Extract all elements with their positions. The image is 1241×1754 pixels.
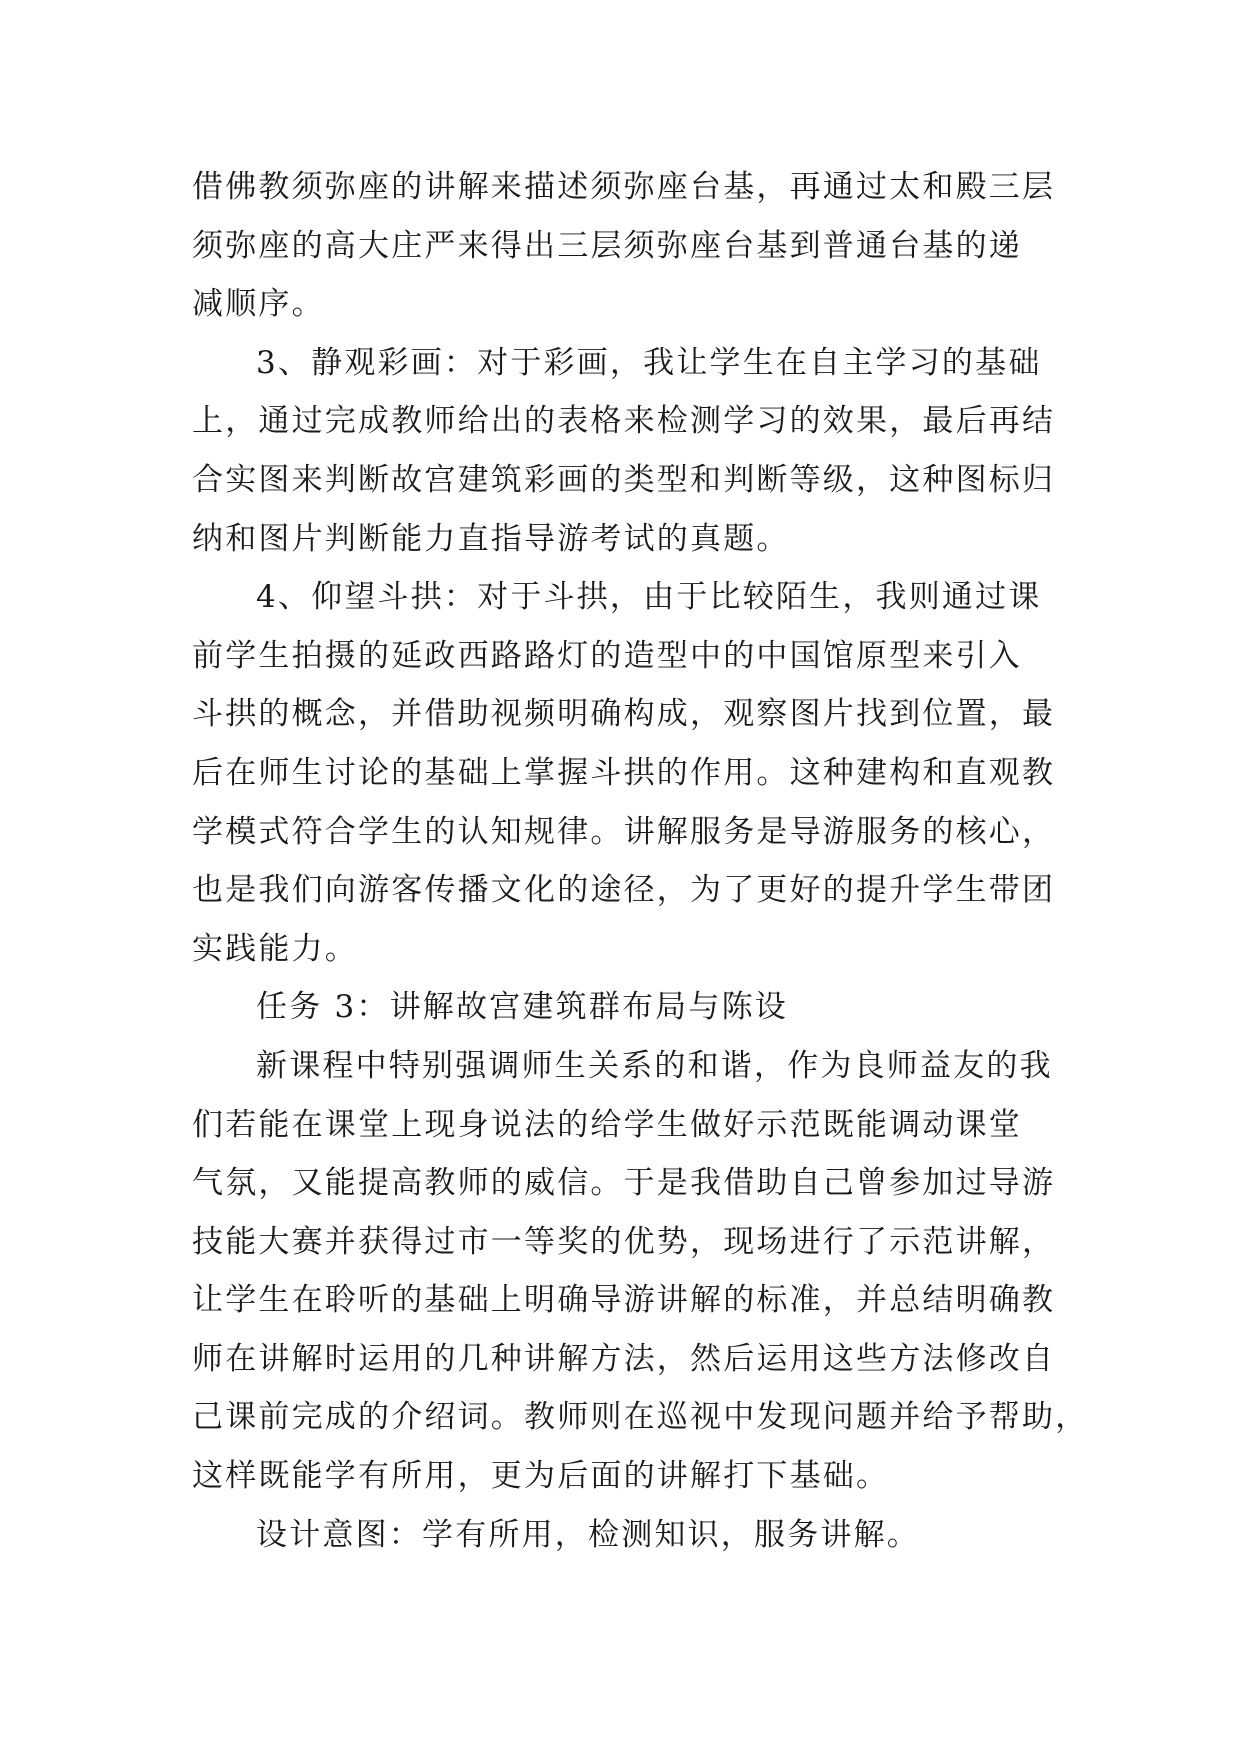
document-body xyxy=(192,158,1089,1564)
paragraph-start-line: 新课程中特别强调师生关系的和谐，作为良师益友的我 xyxy=(256,1047,1053,1084)
text-line: 减顺序。 xyxy=(192,286,325,323)
text-line: 气氛，又能提高教师的威信。于是我借助自己曾参加过导游 xyxy=(192,1165,1056,1202)
text-line: 们若能在课堂上现身说法的给学生做好示范既能调动课堂 xyxy=(192,1106,1022,1143)
text-line: 也是我们向游客传播文化的途径，为了更好的提升学生带团 xyxy=(192,872,1056,909)
design-intent-line: 设计意图：学有所用，检测知识，服务讲解。 xyxy=(256,1516,920,1553)
paragraph-start-line: 4、仰望斗拱：对于斗拱，由于比较陌生，我则通过课 xyxy=(256,579,1042,616)
text-line: 合实图来判断故宫建筑彩画的类型和判断等级，这种图标归 xyxy=(192,461,1056,498)
text-line: 须弥座的高大庄严来得出三层须弥座台基到普通台基的递 xyxy=(192,227,1022,264)
text-line: 实践能力。 xyxy=(192,930,358,967)
text-line: 学模式符合学生的认知规律。讲解服务是导游服务的核心， xyxy=(192,813,1056,850)
text-line: 己课前完成的介绍词。教师则在巡视中发现问题并给予帮助， xyxy=(192,1399,1089,1436)
text-line: 前学生拍摄的延政西路路灯的造型中的中国馆原型来引入 xyxy=(192,637,1022,674)
text-line: 斗拱的概念，并借助视频明确构成，观察图片找到位置，最 xyxy=(192,696,1056,733)
text-line: 纳和图片判断能力直指导游考试的真题。 xyxy=(192,520,790,557)
text-line: 后在师生讨论的基础上掌握斗拱的作用。这种建构和直观教 xyxy=(192,754,1056,791)
task-heading: 任务 3：讲解故宫建筑群布局与陈设 xyxy=(256,989,788,1026)
text-line: 技能大赛并获得过市一等奖的优势，现场进行了示范讲解， xyxy=(192,1223,1056,1260)
text-line: 让学生在聆听的基础上明确导游讲解的标准，并总结明确教 xyxy=(192,1282,1056,1319)
text-line: 这样既能学有所用，更为后面的讲解打下基础。 xyxy=(192,1458,890,1495)
text-line: 上，通过完成教师给出的表格来检测学习的效果，最后再结 xyxy=(192,403,1056,440)
paragraph-start-line: 3、静观彩画：对于彩画，我让学生在自主学习的基础 xyxy=(256,344,1042,381)
text-line: 师在讲解时运用的几种讲解方法，然后运用这些方法修改自 xyxy=(192,1340,1056,1377)
text-line: 借佛教须弥座的讲解来描述须弥座台基，再通过太和殿三层 xyxy=(192,169,1056,205)
